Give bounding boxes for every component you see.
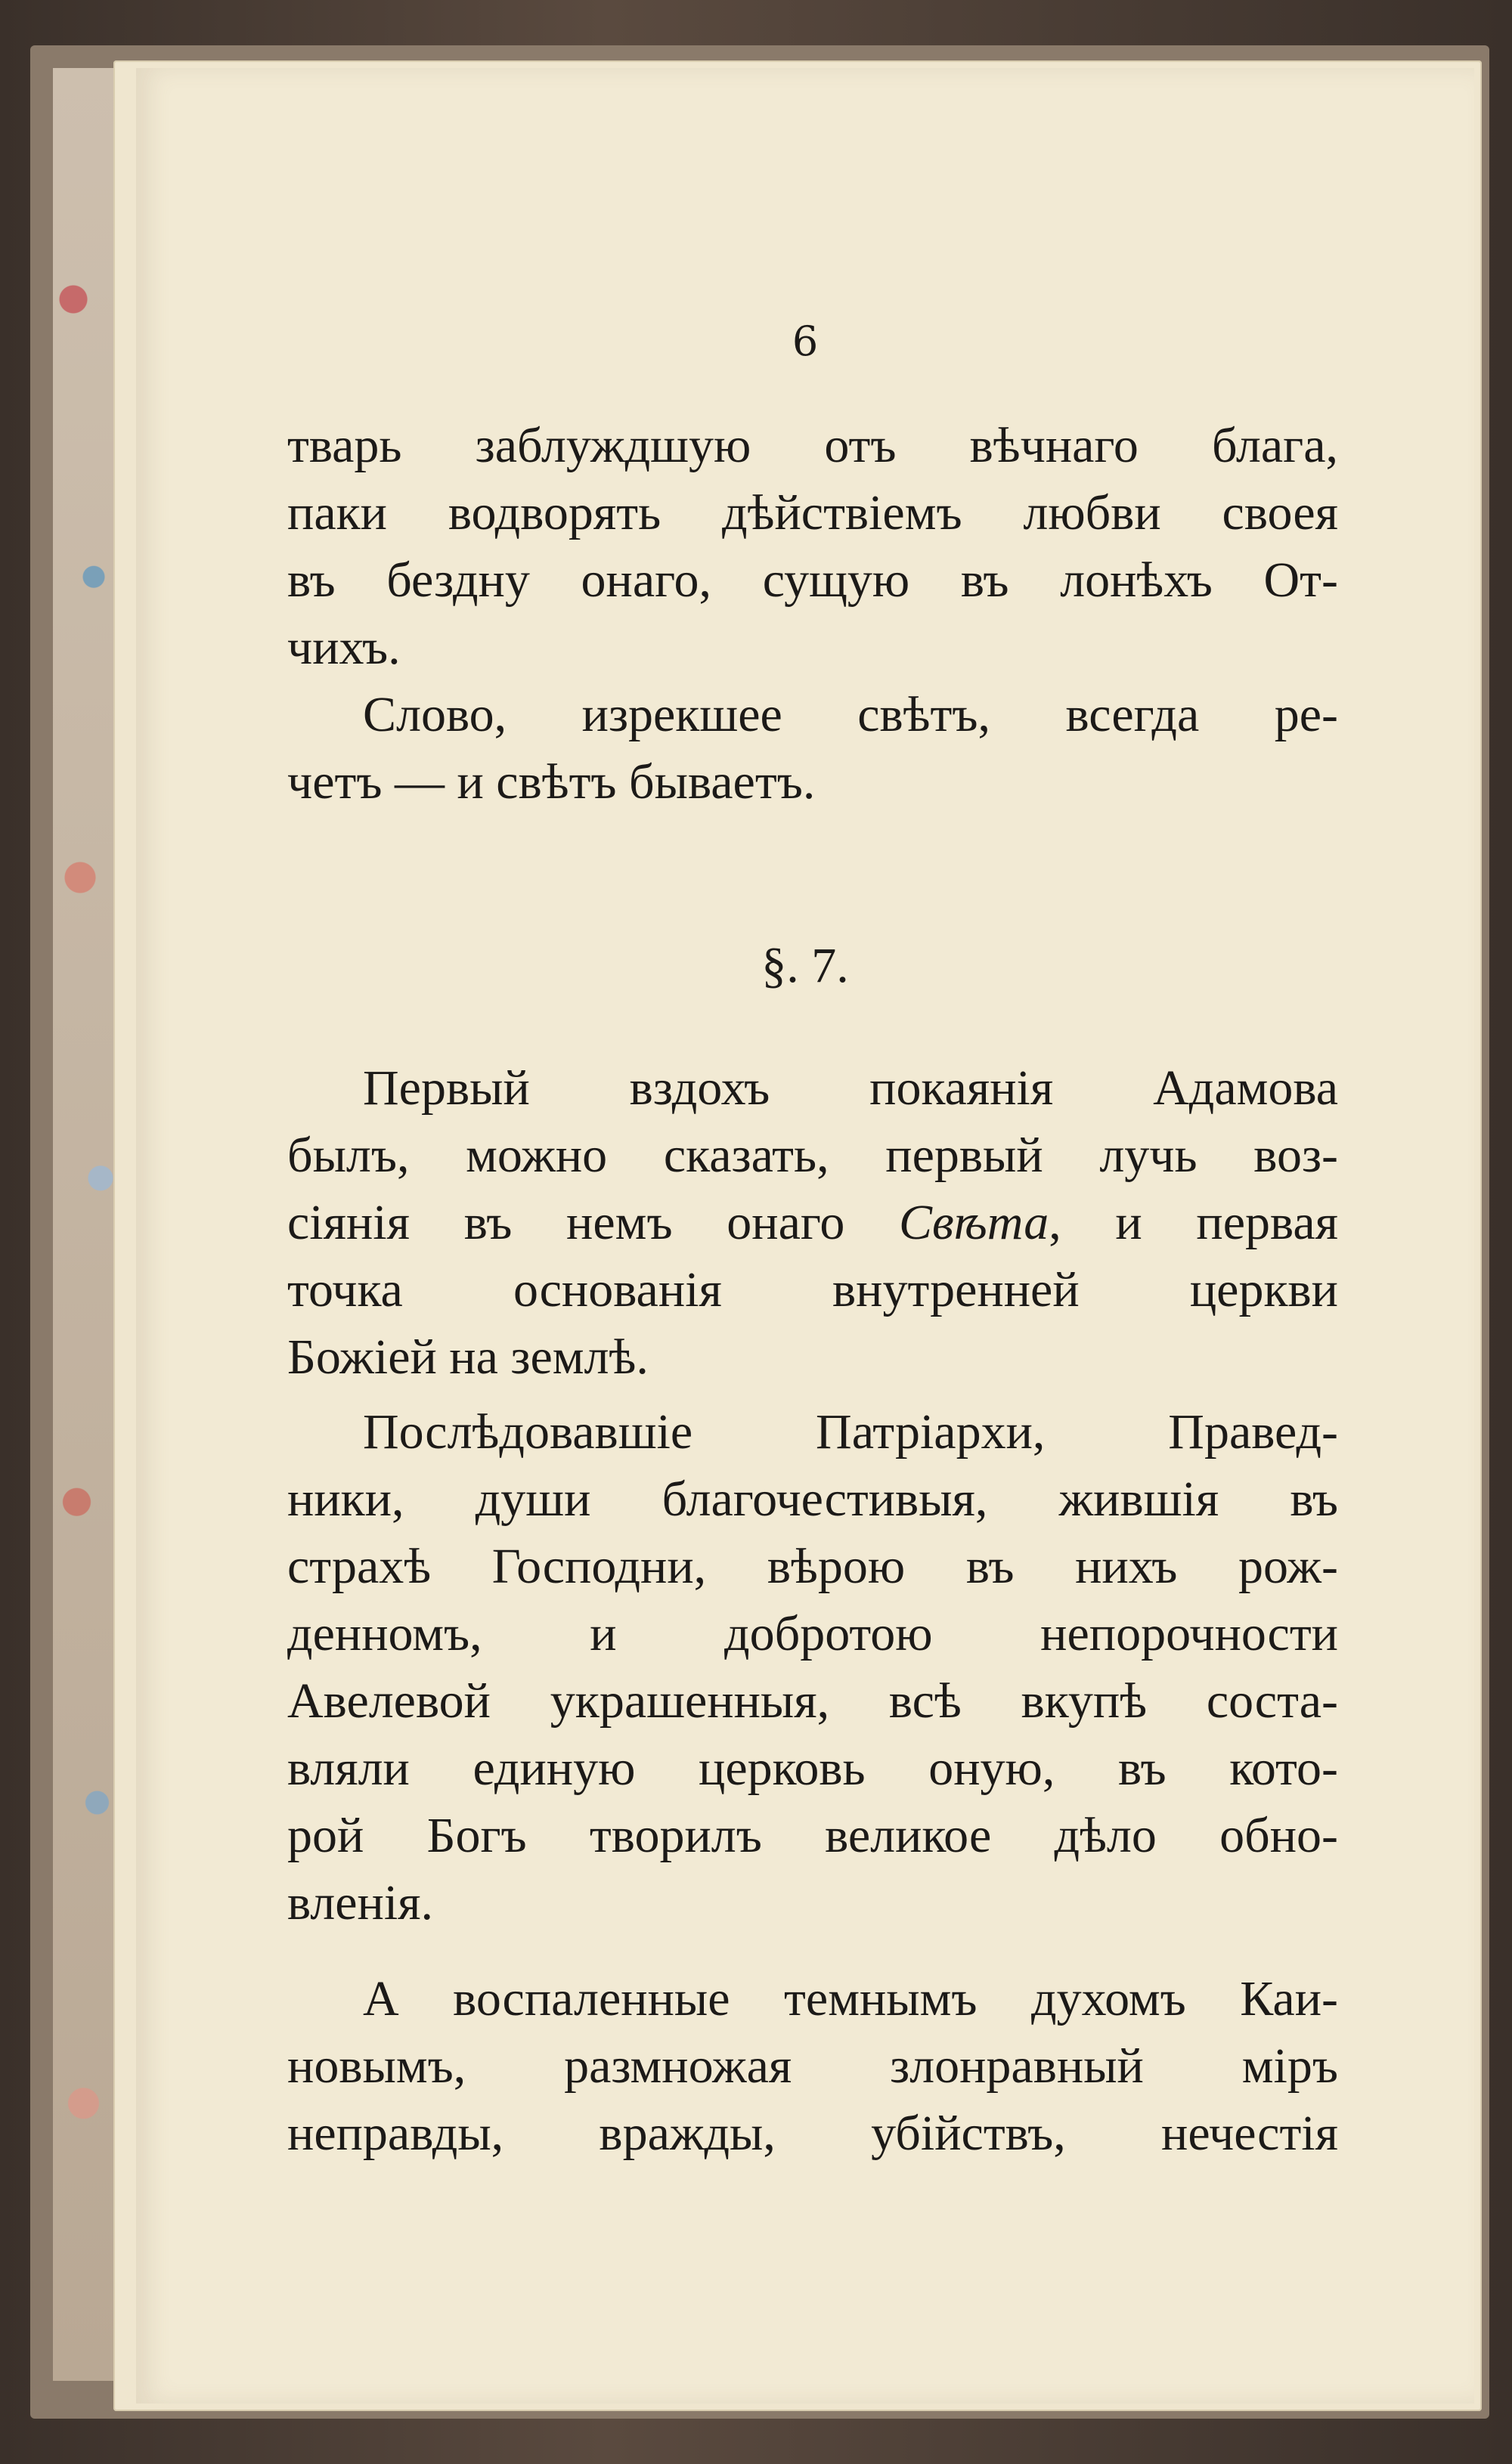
text-block-top [287,412,1338,816]
text-line: страхѣ Господни, вѣрою въ нихъ рож- [287,1539,1338,1594]
text-line: чихъ. [287,620,401,675]
text-line: новымъ, размножая злонравный міръ [287,2038,1338,2094]
italic-word: Свѣта [899,1195,1049,1250]
text-line: Первый вздохъ покаянія Адамова [363,1060,1338,1116]
text-line: А воспаленные темнымъ духомъ Каи- [363,1971,1338,2026]
text-line: ники, души благочестивыя, жившія въ [287,1472,1338,1527]
text-line: вляли единую церковь оную, въ кото- [287,1741,1338,1796]
text-line: былъ, можно сказать, первый лучь воз- [287,1128,1338,1183]
text-line: вленія. [287,1875,434,1930]
text-line: Авелевой украшенныя, всѣ вкупѣ соста- [287,1673,1338,1729]
paragraph-1 [287,1054,1338,1391]
text-line: Послѣдовавшіе Патріархи, Правед- [363,1404,1338,1460]
section-heading: §. 7. [761,938,849,993]
text-line: Слово, изрекшее свѣтъ, всегда ре- [363,687,1338,742]
paragraph-3 [287,1965,1338,2167]
text-line: Божіей на землѣ. [287,1330,649,1385]
text-line: паки водворять дѣйствіемъ любви своея [287,485,1338,540]
text-line: въ бездну онаго, сущую въ лонѣхъ От- [287,553,1338,608]
text-line: рой Богъ творилъ великое дѣло обно- [287,1808,1338,1863]
text-line: тварь заблуждшую отъ вѣчнаго блага, [287,418,1338,473]
text-line [287,1189,1338,1256]
book-page [136,68,1474,2404]
text-line: точка основанія внутренней церкви [287,1262,1338,1317]
text-line: неправды, вражды, убійствъ, нечестія [287,2106,1338,2161]
text-fragment: сіянія въ немъ онаго [287,1195,900,1250]
text-line: четъ — и свѣтъ бываетъ. [287,754,816,809]
text-line: денномъ, и добротою непорочности [287,1606,1338,1661]
paragraph-2 [287,1398,1338,1936]
text-fragment: , и первая [1049,1195,1338,1250]
page-number: 6 [792,317,819,365]
